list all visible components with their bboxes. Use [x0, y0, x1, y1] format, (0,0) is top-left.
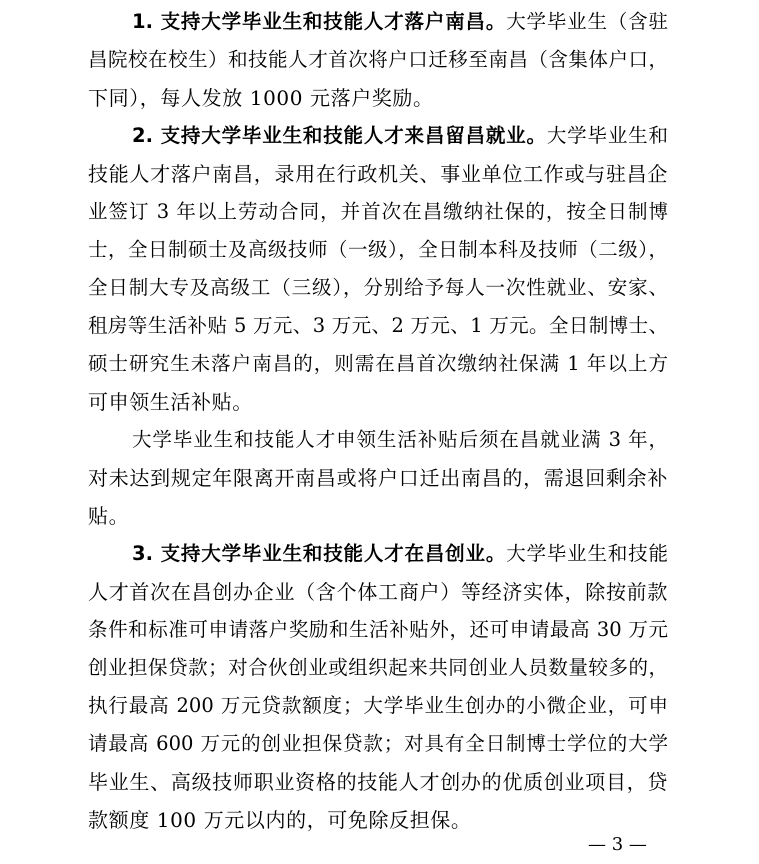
text-line: 执行最高 200 万元贷款额度；大学毕业生创办的小微企业，可申 [88, 694, 668, 717]
line-text: 大学毕业生和 [546, 124, 668, 147]
text-line: 昌院校在校生）和技能人才首次将户口迁移至南昌（含集体户口， [88, 48, 668, 71]
text-line: 租房等生活补贴 5 万元、3 万元、2 万元、1 万元。全日制博士、 [88, 314, 668, 337]
text-line: 技能人才落户南昌，录用在行政机关、事业单位工作或与驻昌企 [88, 162, 668, 186]
text-line: 贴。 [88, 504, 130, 528]
text-line: 硕士研究生未落户南昌的，则需在昌首次缴纳社保满 1 年以上方 [88, 352, 668, 375]
text-line: 款额度 100 万元以内的，可免除反担保。 [88, 808, 472, 832]
text-line: 毕业生、高级技师职业资格的技能人才创办的优质创业项目，贷 [88, 770, 668, 794]
page-number: — 3 — [588, 834, 647, 855]
text-line [132, 3, 668, 41]
line-text: 大学毕业生（含驻 [506, 10, 668, 33]
text-line: 人才首次在昌创办企业（含个体工商户）等经济实体，除按前款 [88, 580, 668, 604]
paragraph-heading: 2. 支持大学毕业生和技能人才来昌留昌就业。 [132, 124, 547, 147]
text-line: 大学毕业生和技能人才申领生活补贴后须在昌就业满 3 年， [132, 428, 668, 451]
text-line: 请最高 600 万元的创业担保贷款；对具有全日制博士学位的大学 [88, 732, 668, 755]
text-line: 下同），每人发放 1000 元落户奖励。 [88, 86, 434, 110]
text-line [132, 117, 668, 155]
text-line: 业签订 3 年以上劳动合同，并首次在昌缴纳社保的，按全日制博 [88, 200, 668, 223]
line-text: 大学毕业生和技能 [506, 542, 668, 565]
paragraph-heading: 1. 支持大学毕业生和技能人才落户南昌。 [132, 10, 507, 33]
text-line: 全日制大专及高级工（三级），分别给予每人一次性就业、安家、 [88, 276, 668, 299]
text-line: 可申领生活补贴。 [88, 390, 253, 414]
text-line: 创业担保贷款；对合伙创业或组织起来共同创业人员数量较多的， [88, 656, 668, 679]
text-line: 士，全日制硕士及高级技师（一级），全日制本科及技师（二级）， [88, 238, 668, 261]
paragraph-heading: 3. 支持大学毕业生和技能人才在昌创业。 [132, 542, 507, 565]
text-line: 对未达到规定年限离开南昌或将户口迁出南昌的，需退回剩余补 [88, 466, 668, 490]
text-line [132, 535, 668, 573]
text-line: 条件和标准可申请落户奖励和生活补贴外，还可申请最高 30 万元 [88, 618, 668, 641]
